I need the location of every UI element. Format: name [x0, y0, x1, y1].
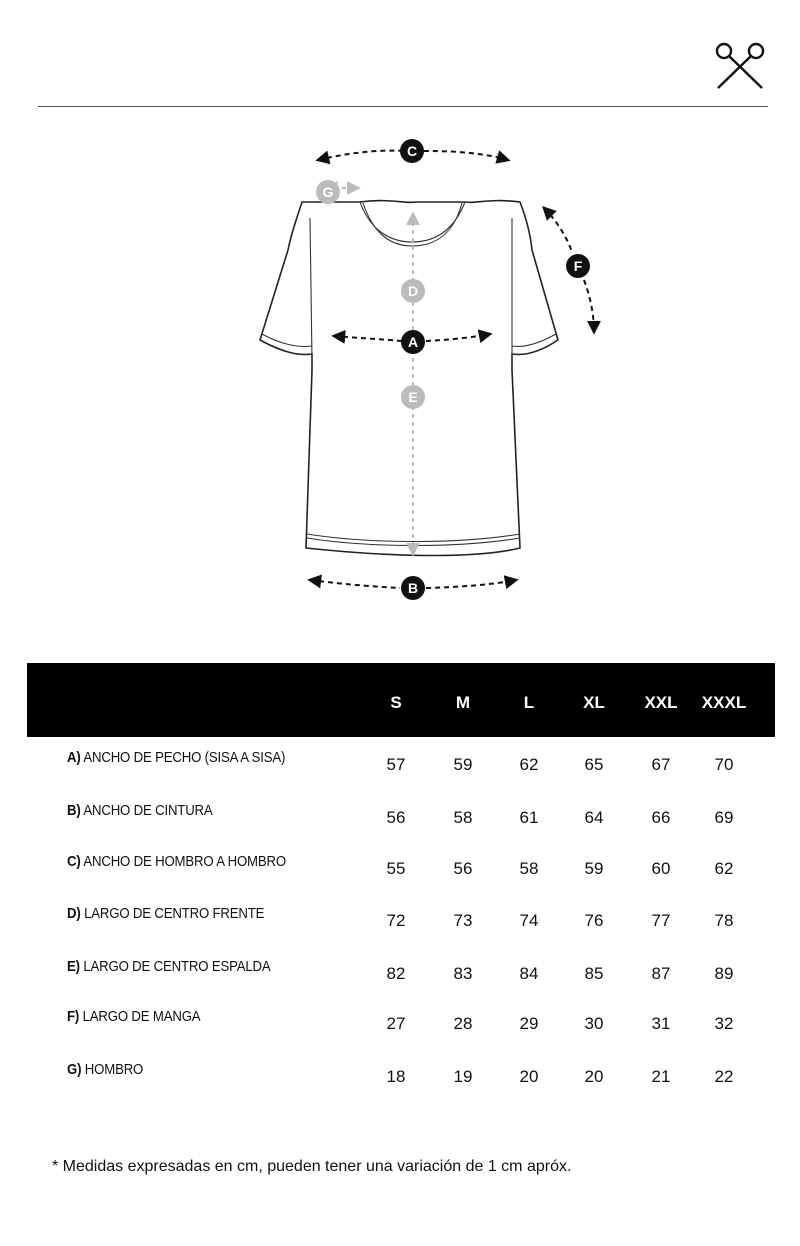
table-row	[27, 1061, 775, 1091]
row-text: HOMBRO	[84, 1061, 144, 1078]
table-row	[27, 1008, 775, 1038]
row-code: G)	[67, 1061, 82, 1078]
table-cell: 56	[386, 808, 406, 827]
table-cell: 59	[453, 755, 473, 774]
measure-b-line-right	[426, 580, 516, 588]
row-label	[67, 1008, 200, 1025]
tshirt-diagram	[240, 130, 620, 610]
marker-e	[401, 385, 425, 409]
measure-f-line	[544, 208, 572, 252]
table-cell: 87	[651, 964, 671, 983]
table-cell: 83	[453, 964, 473, 983]
size-header-xl: XL	[583, 693, 605, 712]
marker-g	[316, 180, 340, 204]
svg-text:A: A	[407, 334, 419, 350]
row-code: B)	[67, 802, 81, 819]
table-cell: 67	[651, 755, 671, 774]
row-text: ANCHO DE PECHO (SISA A SISA)	[83, 749, 286, 766]
table-cell: 82	[386, 964, 406, 983]
table-cell: 28	[453, 1014, 473, 1033]
marker-d	[401, 279, 425, 303]
table-cell: 77	[651, 911, 671, 930]
svg-text:C: C	[406, 143, 418, 159]
table-cell: 70	[714, 755, 734, 774]
svg-text:G: G	[322, 184, 334, 200]
table-cell: 27	[386, 1014, 406, 1033]
marker-c	[400, 139, 424, 163]
table-row	[27, 802, 775, 832]
measure-f-line-bottom	[584, 280, 594, 332]
table-cell: 18	[386, 1067, 406, 1086]
table-cell: 57	[386, 755, 406, 774]
marker-a	[401, 330, 425, 354]
row-label	[67, 749, 285, 766]
row-text: ANCHO DE CINTURA	[83, 802, 213, 819]
table-row	[27, 749, 775, 779]
table-cell: 61	[519, 808, 539, 827]
size-table	[27, 663, 775, 1086]
table-cell: 21	[651, 1067, 671, 1086]
table-cell: 62	[519, 755, 539, 774]
size-header-s: S	[390, 693, 402, 712]
table-cell: 29	[519, 1014, 539, 1033]
row-text: LARGO DE CENTRO FRENTE	[84, 905, 265, 922]
size-header-xxxl: XXXL	[701, 693, 747, 712]
table-row	[27, 853, 775, 883]
tshirt-outline	[260, 201, 558, 556]
measure-a-line	[334, 336, 402, 341]
top-divider	[38, 106, 768, 107]
measure-c-line	[318, 151, 405, 160]
table-cell: 60	[651, 859, 671, 878]
row-code: A)	[67, 749, 81, 766]
table-cell: 64	[584, 808, 604, 827]
row-label	[67, 853, 286, 870]
table-cell: 78	[714, 911, 734, 930]
measure-b-line	[310, 580, 400, 588]
table-cell: 55	[386, 859, 406, 878]
row-label	[67, 1061, 143, 1078]
table-cell: 72	[386, 911, 406, 930]
measure-a-line-right	[426, 334, 490, 341]
row-code: D)	[67, 905, 81, 922]
row-code: C)	[67, 853, 81, 870]
size-header-l: L	[523, 693, 535, 712]
table-row	[27, 905, 775, 935]
marker-b	[401, 576, 425, 600]
marker-f	[566, 254, 590, 278]
row-code: F)	[67, 1008, 80, 1025]
table-cell: 84	[519, 964, 539, 983]
row-label	[67, 802, 213, 819]
table-cell: 56	[453, 859, 473, 878]
table-cell: 59	[584, 859, 604, 878]
svg-text:B: B	[407, 580, 419, 596]
table-cell: 89	[714, 964, 734, 983]
table-cell: 69	[714, 808, 734, 827]
svg-text:E: E	[408, 389, 418, 405]
table-cell: 20	[519, 1067, 539, 1086]
table-cell: 65	[584, 755, 604, 774]
table-cell: 62	[714, 859, 734, 878]
row-label	[67, 905, 264, 922]
table-cell: 20	[584, 1067, 604, 1086]
row-label	[67, 958, 271, 975]
table-cell: 58	[519, 859, 539, 878]
scissors-icon	[714, 40, 766, 92]
table-row	[27, 958, 775, 988]
table-cell: 66	[651, 808, 671, 827]
table-cell: 22	[714, 1067, 734, 1086]
table-cell: 58	[453, 808, 473, 827]
row-code: E)	[67, 958, 80, 975]
svg-text:D: D	[407, 283, 419, 299]
table-cell: 73	[453, 911, 473, 930]
row-text: ANCHO DE HOMBRO A HOMBRO	[83, 853, 286, 870]
svg-text:F: F	[573, 258, 583, 274]
table-header	[27, 663, 775, 737]
footnote: * Medidas expresadas en cm, pueden tener una variación de 1 cm apróx.	[52, 1158, 572, 1175]
table-cell: 19	[453, 1067, 473, 1086]
table-cell: 30	[584, 1014, 604, 1033]
table-cell: 85	[584, 964, 604, 983]
table-cell: 32	[714, 1014, 734, 1033]
measure-c-line-right	[424, 151, 508, 160]
table-cell: 31	[651, 1014, 671, 1033]
table-cell: 76	[584, 911, 604, 930]
table-cell: 74	[519, 911, 539, 930]
row-text: LARGO DE MANGA	[82, 1008, 201, 1025]
row-text: LARGO DE CENTRO ESPALDA	[83, 958, 271, 975]
size-header-m: M	[455, 693, 471, 712]
size-header-xxl: XXL	[644, 693, 678, 712]
